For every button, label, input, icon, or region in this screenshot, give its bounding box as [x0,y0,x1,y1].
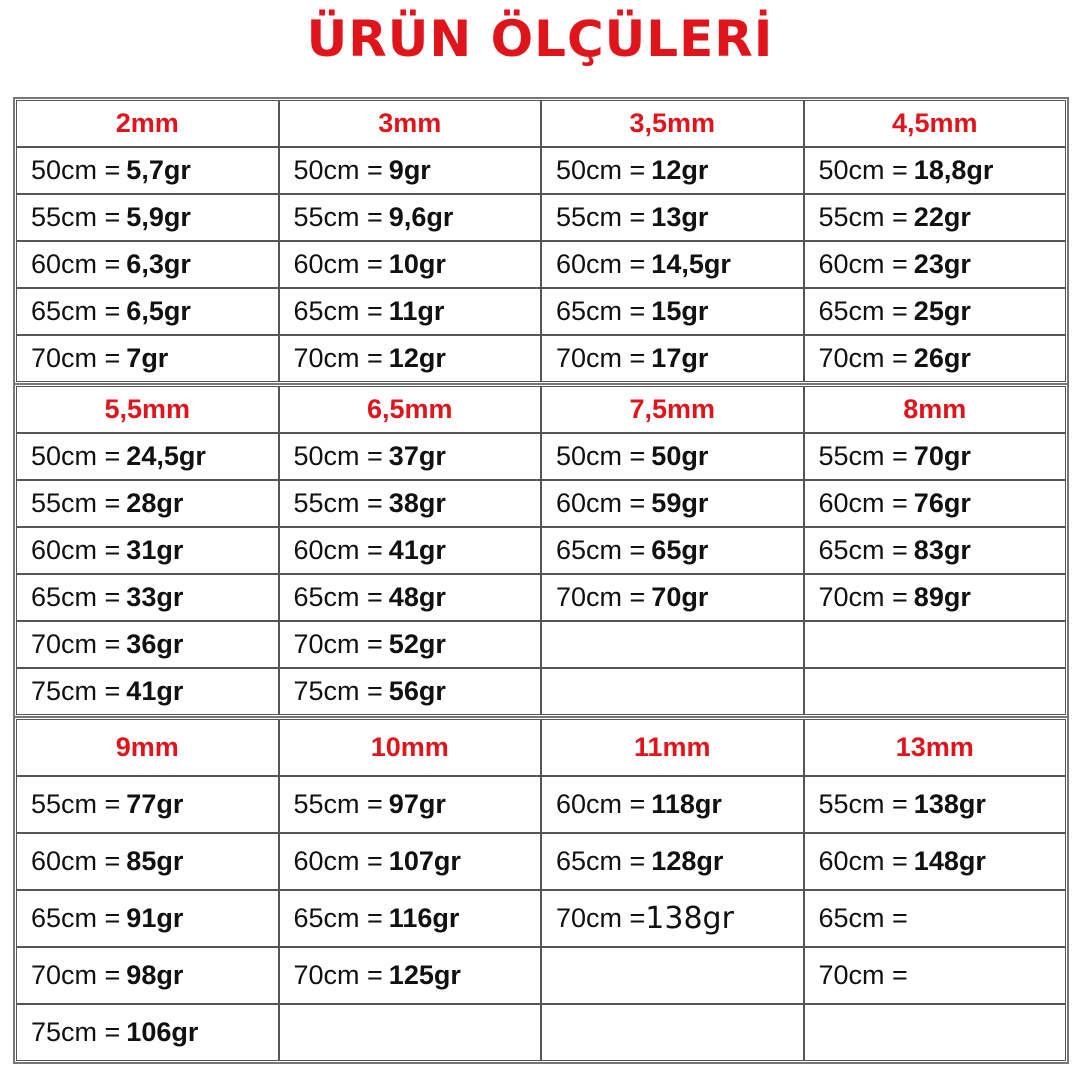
column-header: 10mm [280,720,541,775]
length-label: 70cm = [556,903,646,933]
column-header: 4,5mm [805,101,1066,146]
weight-value: 18,8gr [913,155,994,185]
column-header: 11mm [542,720,803,775]
table-cell [805,834,1066,889]
length-label: 55cm = [31,488,121,518]
length-label: 65cm = [556,535,646,565]
length-label: 65cm = [818,296,908,326]
column-header: 3mm [280,101,541,146]
weight-value: 12gr [388,343,446,373]
table-cell [280,575,541,620]
length-label: 50cm = [556,155,646,185]
table-cell [542,1005,803,1060]
weight-value: 91gr [126,903,184,933]
table-cell [542,434,803,479]
length-label: 55cm = [818,789,908,819]
table-cell [805,195,1066,240]
weight-value: 14,5gr [651,249,731,279]
weight-value: 116gr [388,903,460,933]
weight-value: 12gr [651,155,709,185]
length-label: 50cm = [31,155,121,185]
weight-value: 23gr [913,249,971,279]
weight-value: 11gr [388,296,445,326]
length-label: 65cm = [556,846,646,876]
table-cell [805,242,1066,287]
length-label: 70cm = [31,343,121,373]
table-cell [542,195,803,240]
length-label: 70cm = [556,343,646,373]
weight-value: 106gr [126,1017,199,1047]
table-cell [542,528,803,573]
table-cell [280,622,541,667]
length-label: 55cm = [293,789,383,819]
length-label: 60cm = [293,846,383,876]
length-label: 65cm = [818,903,908,933]
weight-value: 38gr [388,488,446,518]
length-label: 70cm = [818,343,908,373]
table-cell [805,575,1066,620]
weight-value: 9gr [388,155,431,185]
table-block-1 [15,99,1067,383]
table-cell [280,336,541,381]
table-cell [17,834,278,889]
length-label: 75cm = [31,676,121,706]
weight-value: 9,6gr [388,202,454,232]
weight-value: 138gr [645,901,734,936]
weight-value: 118gr [651,789,722,819]
length-label: 60cm = [556,488,646,518]
length-label: 70cm = [293,343,383,373]
weight-value: 52gr [388,629,446,659]
column-header: 9mm [17,720,278,775]
length-label: 70cm = [293,960,383,990]
length-label: 65cm = [31,582,121,612]
table-cell [17,195,278,240]
table-cell [17,622,278,667]
table-cell [542,336,803,381]
length-label: 60cm = [31,535,121,565]
length-label: 50cm = [556,441,646,471]
length-label: 60cm = [31,249,121,279]
table-cell [280,669,541,714]
column-header: 13mm [805,720,1066,775]
weight-value: 6,5gr [126,296,191,326]
length-label: 70cm = [818,582,908,612]
weight-value: 37gr [388,441,446,471]
table-cell [17,948,278,1003]
weight-value: 36gr [126,629,184,659]
table-cell [17,148,278,193]
length-label: 70cm = [31,629,121,659]
weight-value: 28gr [126,488,184,518]
length-label: 50cm = [818,155,908,185]
page-title: ÜRÜN ÖLÇÜLERİ [306,10,774,68]
table-cell [280,528,541,573]
table-cell [17,481,278,526]
table-cell [542,891,803,946]
weight-value: 6,3gr [126,249,191,279]
length-label: 70cm = [31,960,121,990]
length-label: 65cm = [293,296,383,326]
table-cell [805,777,1066,832]
table-cell [542,242,803,287]
table-cell [17,528,278,573]
table-cell [17,242,278,287]
table-cell [805,891,1066,946]
length-label: 70cm = [293,629,383,659]
weight-value: 22gr [913,202,971,232]
length-label: 55cm = [293,202,383,232]
table-cell [280,289,541,334]
table-cell [542,148,803,193]
length-label: 65cm = [556,296,646,326]
length-label: 60cm = [818,249,908,279]
size-weight-table [13,97,1069,1064]
weight-value: 125gr [388,960,461,990]
weight-value: 7gr [126,343,169,373]
table-cell [805,148,1066,193]
length-label: 55cm = [293,488,383,518]
table-cell [542,948,803,1003]
length-label: 60cm = [556,249,646,279]
length-label: 60cm = [293,249,383,279]
table-cell [542,834,803,889]
length-label: 55cm = [31,789,121,819]
length-label: 60cm = [293,535,383,565]
weight-value: 85gr [126,846,184,876]
length-label: 50cm = [293,441,383,471]
weight-value: 5,9gr [126,202,191,232]
column-header: 3,5mm [542,101,803,146]
table-cell [280,777,541,832]
table-cell [805,289,1066,334]
weight-value: 10gr [388,249,446,279]
weight-value: 41gr [126,676,184,706]
length-label: 75cm = [31,1017,121,1047]
column-header: 7,5mm [542,387,803,432]
length-label: 55cm = [31,202,121,232]
table-cell [280,195,541,240]
weight-value: 138gr [913,789,986,819]
length-label: 60cm = [556,789,646,819]
length-label: 50cm = [293,155,383,185]
weight-value: 65gr [651,535,709,565]
weight-value: 128gr [651,846,724,876]
weight-value: 15gr [651,296,709,326]
weight-value: 25gr [913,296,971,326]
weight-value: 56gr [388,676,446,706]
weight-value: 59gr [651,488,709,518]
weight-value: 76gr [913,488,971,518]
length-label: 65cm = [31,903,121,933]
length-label: 75cm = [293,676,383,706]
column-header: 5,5mm [17,387,278,432]
weight-value: 33gr [126,582,184,612]
weight-value: 97gr [388,789,446,819]
weight-value: 41gr [388,535,446,565]
table-cell [17,289,278,334]
table-cell [542,669,803,714]
table-cell [805,336,1066,381]
weight-value: 89gr [913,582,971,612]
table-cell [17,891,278,946]
table-cell [280,891,541,946]
weight-value: 77gr [126,789,184,819]
weight-value: 5,7gr [126,155,191,185]
length-label: 55cm = [818,202,908,232]
table-cell [17,434,278,479]
length-label: 70cm = [818,960,908,990]
weight-value: 17gr [651,343,709,373]
table-cell [805,622,1066,667]
weight-value: 98gr [126,960,184,990]
table-cell [280,434,541,479]
weight-value: 107gr [388,846,461,876]
column-header: 6,5mm [280,387,541,432]
table-cell [542,777,803,832]
weight-value: 31gr [126,535,184,565]
table-cell [280,481,541,526]
table-cell [805,1005,1066,1060]
table-cell [17,777,278,832]
table-cell [542,481,803,526]
column-header: 8mm [805,387,1066,432]
column-header: 2mm [17,101,278,146]
table-cell [280,1005,541,1060]
table-cell [805,434,1066,479]
weight-value: 70gr [913,441,971,471]
table-cell [805,948,1066,1003]
weight-value: 83gr [913,535,971,565]
table-cell [280,242,541,287]
table-cell [280,948,541,1003]
length-label: 60cm = [818,846,908,876]
table-cell [17,1005,278,1060]
table-cell [17,669,278,714]
length-label: 65cm = [818,535,908,565]
length-label: 50cm = [31,441,121,471]
table-cell [805,481,1066,526]
weight-value: 50gr [651,441,709,471]
weight-value: 148gr [913,846,986,876]
weight-value: 24,5gr [126,441,206,471]
table-cell [542,289,803,334]
length-label: 65cm = [293,903,383,933]
table-cell [280,834,541,889]
length-label: 55cm = [818,441,908,471]
length-label: 60cm = [818,488,908,518]
weight-value: 70gr [651,582,709,612]
weight-value: 48gr [388,582,446,612]
table-cell [280,148,541,193]
table-cell [17,575,278,620]
length-label: 60cm = [31,846,121,876]
table-cell [17,336,278,381]
table-cell [542,575,803,620]
length-label: 70cm = [556,582,646,612]
table-cell [542,622,803,667]
table-block-2 [15,385,1067,716]
length-label: 65cm = [31,296,121,326]
table-cell [805,528,1066,573]
table-cell [805,669,1066,714]
length-label: 55cm = [556,202,646,232]
table-block-3 [15,718,1067,1062]
weight-value: 13gr [651,202,709,232]
length-label: 65cm = [293,582,383,612]
weight-value: 26gr [913,343,971,373]
